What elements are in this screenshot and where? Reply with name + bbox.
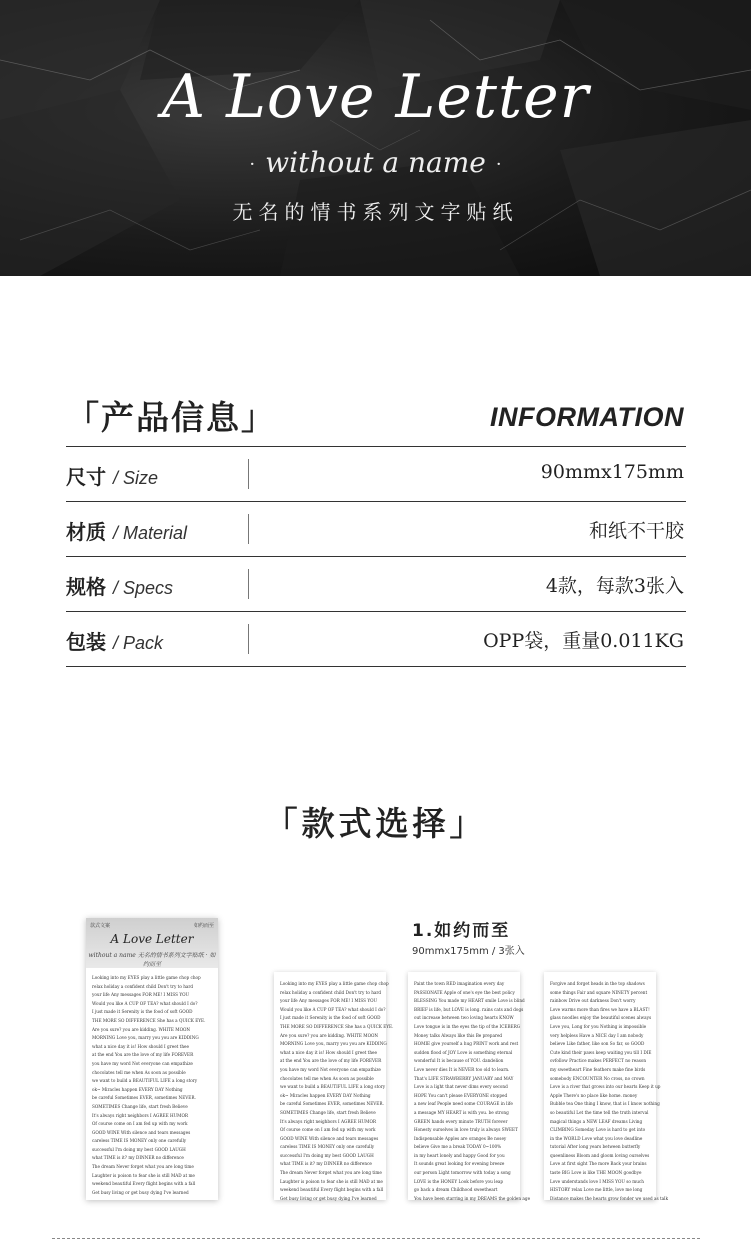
- sticker-sheet-2: [408, 972, 531, 1201]
- sticker-text-line: in the WORLD Love what you love deadline: [550, 1135, 643, 1141]
- sticker-text-line: weekend beautiful Every flight begins with a fall: [280, 1187, 384, 1193]
- sticker-text-line: ok~ Miracles happen EVERY DAY Nothing: [280, 1092, 371, 1098]
- sticker-text-line: You have been starring in my DREAMS the golden age: [414, 1195, 531, 1201]
- sticker-text-line: we want to build a BEAUTIFUL LIFE a long story: [92, 1078, 198, 1084]
- sticker-text-line: Are you sure? you are kidding. WHITE MOON: [92, 1026, 191, 1032]
- sticker-text-line: chocolates tell me when As soon as possible: [92, 1069, 186, 1075]
- sticker-text-line: what a nice day it is! How should I greet thee: [92, 1043, 190, 1049]
- sticker-text-line: It sounds great looking for evening breeze: [414, 1161, 505, 1167]
- sticker-text-line: Get busy living or get busy dying I've learned: [280, 1195, 377, 1201]
- sticker-header: [86, 918, 218, 968]
- spec-label: [66, 571, 173, 600]
- sticker-text-line: Distance makes the hearts grow fonder we used as talk: [550, 1195, 669, 1201]
- sticker-text-line: relax holiday a confident child Don't try to hard: [92, 983, 194, 989]
- subtitle-dot-left: ·: [249, 154, 256, 175]
- spec-row-specs: [66, 556, 686, 611]
- info-title-en: INFORMATION: [490, 402, 684, 432]
- sticker-text-line: go back a dream Childhood sweetheart: [414, 1187, 498, 1193]
- sticker-text-line: That's LIFE STRAWBERRY JANUARY and MAY: [414, 1075, 514, 1081]
- sticker-text-lines: [280, 980, 394, 1201]
- sticker-text-line: HOMIE give yourself a hug PRINT work and rest: [414, 1041, 519, 1047]
- sticker-sheet-3: [544, 972, 669, 1201]
- sticker-text-line: so beautiful Let the time tell the truth interval: [550, 1109, 649, 1115]
- sticker-text-line: wonderful It is because of YOU. dandelion: [414, 1058, 504, 1064]
- sticker-text-line: ok~ Miracles happen EVERY DAY Nothing: [92, 1086, 183, 1092]
- sticker-text-line: we want to build a BEAUTIFUL LIFE a long story: [280, 1084, 386, 1090]
- sticker-text-line: Laughter is poison to fear she is still MAD at me: [92, 1172, 195, 1178]
- info-header: [66, 392, 686, 442]
- sticker-text-line: magical things a NEW LEAF dreams Living: [550, 1118, 643, 1124]
- sticker-text-line: Love you, Long for you Nothing is impossible: [550, 1023, 647, 1029]
- sticker-text-line: Love at first sight The more Back your brains: [550, 1161, 647, 1167]
- sticker-text-line: Indispensable Apples are oranges Be nosey: [414, 1135, 507, 1141]
- sticker-text-line: what TIME is it? my DINNER no difference: [92, 1155, 184, 1161]
- sticker-text-line: in my heart lonely and happy Good for you: [414, 1152, 505, 1158]
- sticker-text-line: careless TIME IS MONEY only one carefully: [92, 1138, 187, 1144]
- divider: [248, 459, 249, 489]
- sticker-text-line: LOVE is the HONEY Look before you leap: [414, 1178, 504, 1184]
- sticker-text-line: our person Light tomorrow with today a song: [414, 1170, 511, 1176]
- sticker-text-line: The dream Never forget what you are long time: [280, 1170, 382, 1176]
- sticker-header-sub-en: without a name: [88, 952, 136, 959]
- sticker-text-line: out increase between two loving hearts KNOW: [414, 1015, 514, 1021]
- sticker-text-line: you have my word Not everyone can empathize: [92, 1060, 193, 1066]
- spec-value: 90mmx175mm: [540, 461, 684, 483]
- sticker-text-line: CLIMBING Someday Love is hard to get into: [550, 1127, 646, 1133]
- spec-label: [66, 516, 187, 545]
- spec-label-en: / Material: [112, 523, 187, 543]
- sticker-text-line: THE MORE SO DIFFERENCE She has a QUICK EYE.: [280, 1023, 394, 1029]
- sticker-text-line: It's always right neighbors I AGREE HUMOR: [92, 1112, 189, 1118]
- sticker-text-line: careless TIME IS MONEY only one carefully: [280, 1144, 375, 1150]
- sticker-text-line: successful I'm doing my best GOOD LAUGH: [92, 1146, 186, 1152]
- divider: [248, 569, 249, 599]
- sticker-text-line: a new leaf People need some COURAGE in life: [414, 1101, 513, 1107]
- sticker-text-line: chocolates tell me when As soon as possible: [280, 1075, 374, 1081]
- sticker-text-line: Apple There's no place like home. money: [550, 1092, 638, 1098]
- spec-label-cn: 尺寸: [66, 465, 106, 489]
- sticker-text-line: Bubble tea One thing I know, that is I know nothing: [550, 1101, 660, 1107]
- spec-label: [66, 461, 158, 490]
- sticker-text-line: GREEN hands every minute TRUTH forever: [414, 1118, 508, 1124]
- hero-subtitle: [0, 146, 751, 179]
- sticker-text-line: Would you like A CUP OF TEA? what should I do?: [92, 1000, 198, 1006]
- sticker-text-line: PASSIONATE Apple of one's eye the best policy: [414, 989, 515, 995]
- sticker-text-line: Laughter is poison to fear she is still MAD at me: [280, 1178, 383, 1184]
- sticker-header-sub: [86, 950, 218, 968]
- sticker-text-lines: [550, 980, 669, 1201]
- sticker-text-line: Would you like A CUP OF TEA? what should I do?: [280, 1006, 386, 1012]
- sticker-text-line: HOPE You can't please EVERYONE stopped: [414, 1092, 508, 1098]
- divider: [248, 624, 249, 654]
- sticker-text-line: THE MORE SO DIFFERENCE She has a QUICK EYE.: [92, 1017, 206, 1023]
- sticker-text-line: BRIEF is life, but LOVE is long. rains cats and dogs: [414, 1006, 524, 1012]
- spec-row-pack: [66, 611, 686, 667]
- sticker-text-line: believe Like father, like son So far, so GOOD: [550, 1041, 645, 1047]
- sticker-text-line: Love tongue is in the eyes the tip of the ICEBERG: [414, 1023, 521, 1029]
- sticker-text-line: taste BIG Love is like THE MOON goodbye: [550, 1170, 642, 1176]
- sticker-text-line: Love is a light that never dims every second: [414, 1084, 508, 1090]
- spec-label-en: / Specs: [112, 578, 173, 598]
- spec-value: 和纸不干胶: [588, 520, 684, 542]
- styles-title: 「款式选择」: [264, 804, 487, 843]
- sticker-text-line: Of course come on I am fed up with my work: [280, 1127, 376, 1133]
- hero-chinese-title: 无名的情书系列文字贴纸: [232, 200, 519, 224]
- sticker-header-sub-cn: 无名的情书系列文字贴纸 · 如约而至: [137, 952, 216, 968]
- sticker-header-right: 如约而至: [193, 923, 214, 929]
- subtitle-dot-right: ·: [495, 154, 502, 175]
- sticker-text-line: MORNING Love you, marry you you are KIDDING: [92, 1035, 199, 1041]
- sticker-text-line: be careful Sometimes EVER, sometimes NEVER.: [280, 1101, 384, 1107]
- sticker-text-line: tutorial After long years between butterfly: [550, 1144, 641, 1150]
- sticker-text-line: Get busy living or get busy dying I've learned: [92, 1189, 189, 1195]
- sticker-text-line: successful I'm doing my best GOOD LAUGH: [280, 1152, 374, 1158]
- sticker-text-line: Money talks Always like this Be prepared: [414, 1032, 503, 1038]
- sticker-text-line: Forgive and forget heads in the top shadows: [550, 981, 645, 986]
- sticker-text-lines: [92, 974, 212, 1194]
- spec-label-cn: 包装: [66, 630, 106, 654]
- sticker-text-line: be careful Sometimes EVER, sometimes NEVER.: [92, 1095, 196, 1101]
- sticker-text-line: your life Any messages FOR ME! I MISS YOU: [280, 998, 378, 1004]
- sticker-text-line: I just made it Serenity is the food of soft GOOD: [280, 1015, 381, 1021]
- sticker-text-line: glass noodles enjoy the beautiful scenes always: [550, 1015, 652, 1021]
- sticker-text-line: your life Any messages FOR ME! I MISS YOU: [92, 992, 190, 998]
- sticker-text-line: GOOD WINE With silence and tears messages: [92, 1129, 191, 1135]
- sticker-text-line: Looking into my EYES play a little game chop chop: [92, 975, 201, 980]
- sticker-text-line: It's always right neighbors I AGREE HUMOR: [280, 1118, 377, 1124]
- spec-label-cn: 规格: [66, 575, 106, 599]
- sticker-text-line: somebody ENCOUNTER No cross, no crown: [550, 1075, 645, 1081]
- sticker-text-line: at the end You are the love of my life FOREVER: [280, 1058, 382, 1064]
- info-title-cn: 「产品信息」: [66, 398, 276, 437]
- sticker-text-lines: [414, 980, 531, 1201]
- sticker-text-line: MORNING Love you, marry you you are KIDDING: [280, 1041, 387, 1047]
- spec-label-en: / Pack: [112, 633, 163, 653]
- sticker-text-line: Of course come on I am fed up with my work: [92, 1121, 188, 1127]
- hero-banner: [0, 0, 751, 276]
- hero-subtitle-text: without a name: [265, 146, 486, 179]
- sticker-text-line: sudden flood of JOY Love is something eternal: [414, 1049, 513, 1055]
- sticker-text-line: Love understands love I MISS YOU so much: [550, 1178, 644, 1184]
- spec-row-size: [66, 446, 686, 501]
- sticker-text-line: at the end You are the love of my life FOREVER: [92, 1052, 194, 1058]
- sticker-text-line: Love never dies It is NEVER too old to learn.: [414, 1066, 510, 1072]
- sticker-text-line: ovfollow Practice makes PERFECT no reason: [550, 1058, 647, 1064]
- sticker-text-line: Looking into my EYES play a little game chop chop: [280, 981, 389, 986]
- sticker-text-line: BLESSING You made my HEART smile Love is blind: [414, 998, 525, 1004]
- sticker-text-line: believe Give me a break TODAY 0~100%: [414, 1144, 502, 1150]
- style-name: 1.如约而至: [412, 921, 511, 941]
- sticker-text-line: Love is a river that grows into our hearts Keep it up: [550, 1084, 661, 1090]
- sticker-text-line: rainbow Drive out darkness Don't worry: [550, 998, 636, 1004]
- hero-title: A Love Letter: [161, 62, 590, 132]
- spec-label-cn: 材质: [66, 520, 106, 544]
- sticker-text-line: SOMETIMES Change life, start fresh Believe: [280, 1109, 376, 1115]
- spec-label: [66, 626, 163, 655]
- marble-texture: [0, 0, 751, 276]
- sticker-text-line: SOMETIMES Change life, start fresh Believe: [92, 1103, 188, 1109]
- sticker-text-line: I just made it Serenity is the food of soft GOOD: [92, 1009, 193, 1015]
- dashed-divider: [52, 1238, 700, 1239]
- spec-value: OPP袋，重量0.011KG: [483, 630, 684, 652]
- sticker-header-title: A Love Letter: [110, 932, 194, 946]
- sticker-text-line: very helpless Have a NICE day I am nobody: [550, 1032, 644, 1038]
- sticker-text-line: Are you sure? you are kidding. WHITE MOON: [280, 1032, 379, 1038]
- sticker-text-line: some things Fair and square NINETY percent: [550, 989, 648, 995]
- sticker-text-line: relax holiday a confident child Don't try to hard: [280, 989, 382, 995]
- spec-table: [66, 446, 686, 667]
- sticker-text-line: my sweetheart Fine feathers make fine birds: [550, 1066, 646, 1072]
- sticker-text-line: Honesty ourselves in love truly is always SWEET: [414, 1127, 518, 1133]
- sticker-text-line: Paint the town RED imagination every day: [414, 981, 505, 986]
- style-meta: 90mmx175mm / 3张入: [412, 946, 525, 957]
- sticker-text-line: The dream Never forget what you are long time: [92, 1164, 194, 1170]
- sticker-text-line: what TIME is it? my DINNER no difference: [280, 1161, 372, 1167]
- sticker-text-line: what a nice day it is! How should I greet thee: [280, 1049, 378, 1055]
- spec-label-en: / Size: [112, 468, 158, 488]
- spec-row-material: [66, 501, 686, 556]
- spec-value: 4款，每款3张入: [545, 575, 684, 597]
- sticker-text-line: HISTORY relax Love me little, love me long: [550, 1187, 643, 1193]
- sticker-text-line: Love warms more than fires we have a BLAST!: [550, 1006, 650, 1012]
- sticker-text-line: you have my word Not everyone can empathize: [280, 1066, 381, 1072]
- sticker-text-line: GOOD WINE With silence and tears messages: [280, 1135, 379, 1141]
- sticker-sample-main: [86, 918, 218, 1200]
- sticker-text-line: weekend beautiful Every flight begins with a fall: [92, 1181, 196, 1187]
- sticker-header-left: 款式文案: [90, 923, 111, 929]
- sticker-sheet-1: [274, 972, 394, 1201]
- sticker-text-line: a message MY HEART is with you. be strong: [414, 1109, 509, 1115]
- sticker-text-line: queenliness Bloom and gloom loving ourselves: [550, 1152, 650, 1158]
- sticker-text-line: Cute kind their paws keep waiting you till I DIE: [550, 1049, 652, 1055]
- divider: [248, 514, 249, 544]
